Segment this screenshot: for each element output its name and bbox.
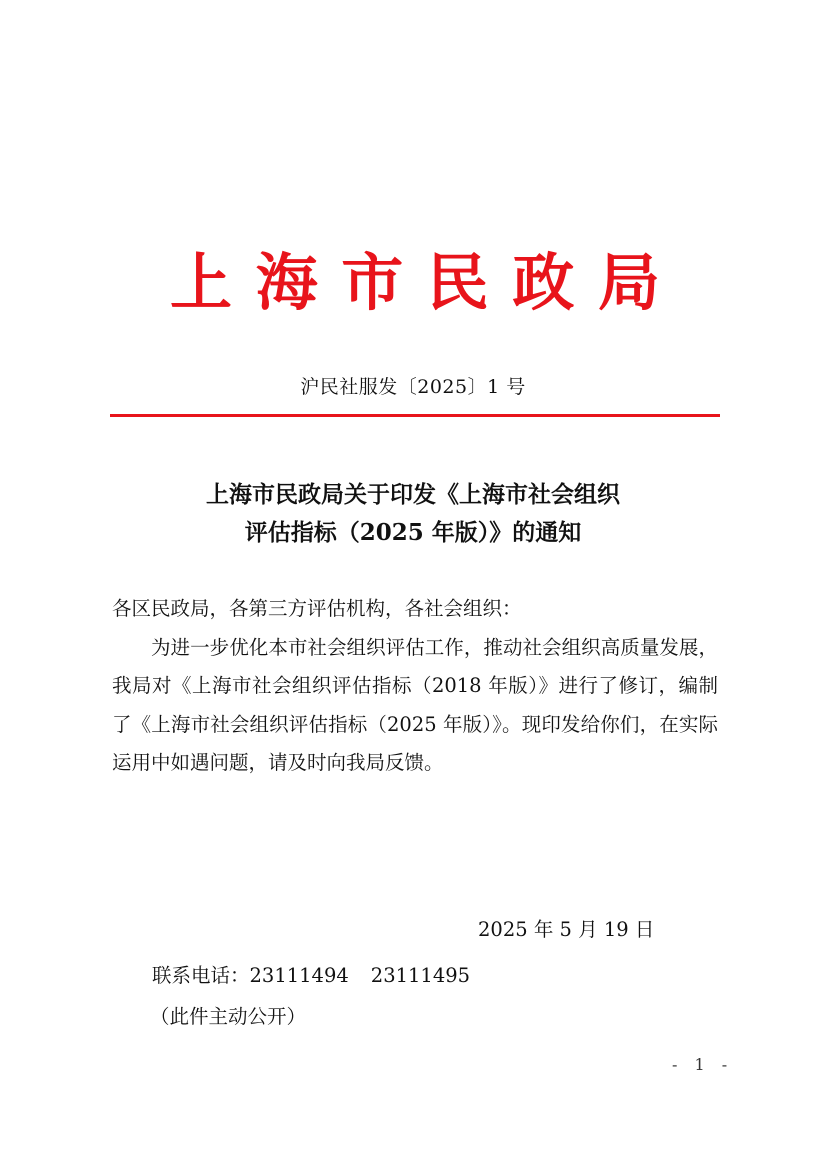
issue-date: 2025 年 5 月 19 日 <box>478 918 655 941</box>
document-body <box>112 590 718 783</box>
contact-line <box>152 960 470 988</box>
masthead <box>110 243 720 323</box>
red-divider <box>110 414 720 417</box>
masthead-char: 上 <box>170 246 233 319</box>
contact-phone: 23111495 <box>370 964 471 987</box>
masthead-char: 海 <box>255 246 318 319</box>
title-line: 上海市民政局关于印发《上海市社会组织 <box>206 481 620 508</box>
salutation: 各区民政局，各第三方评估机构，各社会组织： <box>112 597 522 620</box>
page-number: - 1 - <box>672 1055 734 1074</box>
masthead-char: 局 <box>597 246 660 319</box>
document-title <box>0 476 826 552</box>
document-number: 沪民社服发〔2025〕1 号 <box>300 376 526 398</box>
masthead-char: 民 <box>426 246 489 319</box>
masthead-char: 市 <box>341 246 404 319</box>
contact-phone: 23111494 <box>249 964 349 987</box>
masthead-char: 政 <box>512 246 575 319</box>
title-line: 评估指标（2025 年版）》的通知 <box>244 519 582 546</box>
disclosure-note: （此件主动公开） <box>150 1005 307 1028</box>
body-paragraph: 为进一步优化本市社会组织评估工作，推动社会组织高质量发展，我局对《上海市社会组织评估指标（2018 年版）》进行了修订，编制了《上海市社会组织评估指标（2025 年版）》。现印发给你们，在实际运用中如遇问题，请及时向我局反馈。 <box>112 635 718 774</box>
contact-label: 联系电话： <box>152 964 250 987</box>
